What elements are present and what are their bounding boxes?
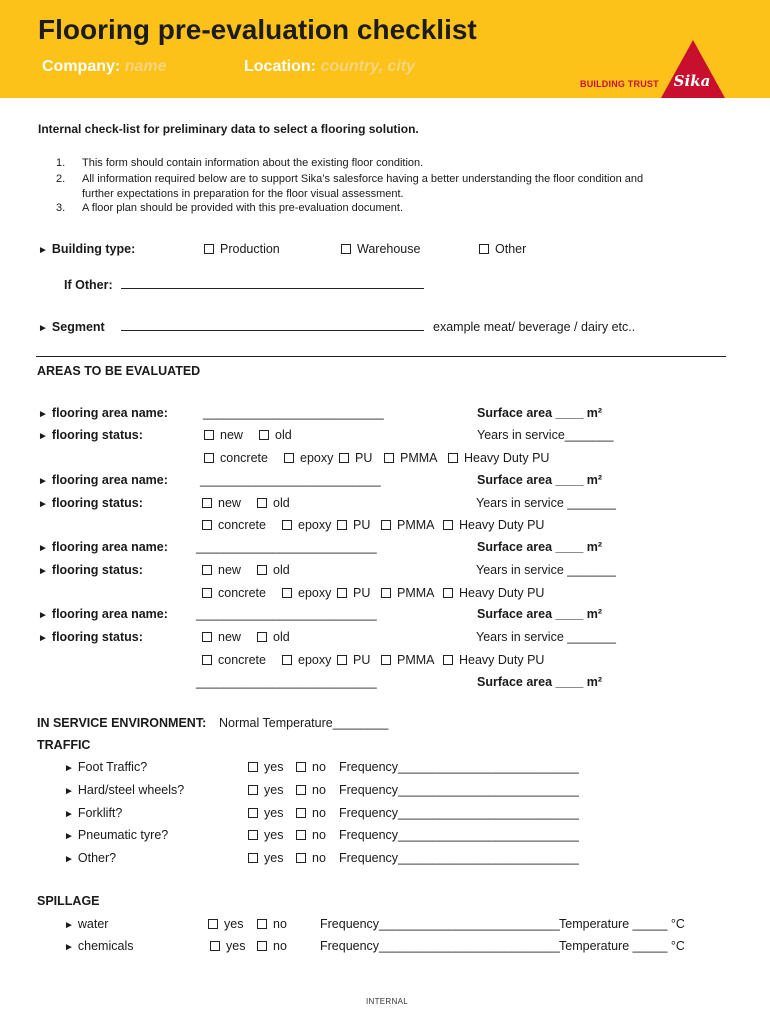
arrow-right-icon: ►	[64, 854, 74, 865]
checkbox-icon	[202, 632, 212, 642]
traffic-forklift-no[interactable]: no	[296, 806, 326, 820]
area-3-status-label: ► flooring status:	[38, 563, 143, 577]
logo-text: Sika	[673, 72, 711, 90]
arrow-right-icon: ►	[38, 610, 48, 621]
checkbox-icon	[282, 655, 292, 665]
area-1-surface[interactable]: Surface area ____ m²	[477, 406, 603, 420]
arrow-right-icon: ►	[64, 809, 74, 820]
area-2-years[interactable]: Years in service _______	[476, 496, 616, 510]
checkbox-icon	[384, 453, 394, 463]
area-1-status-label: ► flooring status:	[38, 428, 143, 442]
building-type-label: ► Building type:	[38, 242, 136, 256]
area-2-name-input[interactable]: __________________________	[200, 473, 381, 487]
checkbox-icon	[257, 632, 267, 642]
area-1-mat-pu[interactable]: PU	[339, 451, 372, 465]
checkbox-icon	[202, 498, 212, 508]
area-3-mat-epoxy[interactable]: epoxy	[282, 586, 331, 600]
checkbox-icon	[282, 520, 292, 530]
building-option-production[interactable]: Production	[204, 242, 280, 256]
area-5-name-input[interactable]: __________________________	[196, 675, 377, 689]
spillage-water-no[interactable]: no	[257, 917, 287, 931]
traffic-other-frequency[interactable]: Frequency__________________________	[339, 851, 579, 865]
area-2-mat-concrete[interactable]: concrete	[202, 518, 266, 532]
environment-label: IN SERVICE ENVIRONMENT:	[37, 716, 207, 730]
checkbox-icon	[443, 520, 453, 530]
checkbox-icon	[381, 588, 391, 598]
area-2-status-old[interactable]: old	[257, 496, 290, 510]
intro-item-3: 3. A floor plan should be provided with this pre-evaluation document.	[56, 202, 404, 214]
company-field[interactable]	[42, 58, 166, 76]
traffic-foot-no[interactable]: no	[296, 760, 326, 774]
intro-title: Internal check-list for preliminary data to select a flooring solution.	[38, 122, 419, 136]
traffic-item-forklift: ► Forklift?	[64, 806, 123, 820]
area-1-mat-concrete[interactable]: concrete	[204, 451, 268, 465]
traffic-other-yes[interactable]: yes	[248, 851, 283, 865]
traffic-pneumatic-no[interactable]: no	[296, 828, 326, 842]
spillage-title: SPILLAGE	[37, 894, 100, 908]
area-3-status-new[interactable]: new	[202, 563, 241, 577]
arrow-right-icon: ►	[64, 786, 74, 797]
checkbox-icon	[204, 453, 214, 463]
intro-item-1: 1. This form should contain information about the existing floor condition.	[56, 157, 424, 169]
area-5-surface[interactable]: Surface area ____ m²	[477, 675, 603, 689]
area-4-mat-epoxy[interactable]: epoxy	[282, 653, 331, 667]
checkbox-icon	[248, 785, 258, 795]
checkbox-icon	[259, 430, 269, 440]
area-4-mat-pmma[interactable]: PMMA	[381, 653, 435, 667]
arrow-right-icon: ►	[64, 831, 74, 842]
checkbox-icon	[257, 919, 267, 929]
intro-item-2: 2. All information required below are to support Sika’s salesforce having a better understanding the floor condition and	[56, 173, 644, 185]
checkbox-icon	[202, 588, 212, 598]
environment-value[interactable]: Normal Temperature________	[219, 716, 389, 730]
checkbox-icon	[337, 655, 347, 665]
spillage-chemicals-yes[interactable]: yes	[210, 939, 245, 953]
header-banner	[0, 0, 770, 98]
area-2-status-label: ► flooring status:	[38, 496, 143, 510]
location-field[interactable]	[244, 58, 415, 76]
traffic-hard-frequency[interactable]: Frequency__________________________	[339, 783, 579, 797]
area-1-name-label: ► flooring area name:	[38, 406, 168, 420]
checkbox-icon	[210, 941, 220, 951]
area-2-surface[interactable]: Surface area ____ m²	[477, 473, 603, 487]
arrow-right-icon: ►	[38, 476, 48, 487]
checkbox-icon	[296, 808, 306, 818]
checkbox-icon	[381, 655, 391, 665]
brand-tagline: BUILDING TRUST	[580, 79, 659, 89]
traffic-other-no[interactable]: no	[296, 851, 326, 865]
area-1-status-old[interactable]: old	[259, 428, 292, 442]
traffic-item-hard-wheels: ► Hard/steel wheels?	[64, 783, 185, 797]
traffic-item-foot: ► Foot Traffic?	[64, 760, 148, 774]
checkbox-icon	[204, 430, 214, 440]
segment-input[interactable]	[121, 330, 424, 331]
checkbox-icon	[202, 655, 212, 665]
checkbox-icon	[443, 655, 453, 665]
traffic-title: TRAFFIC	[37, 738, 91, 752]
location-placeholder: country, city	[320, 58, 415, 75]
traffic-hard-no[interactable]: no	[296, 783, 326, 797]
traffic-item-other: ► Other?	[64, 851, 117, 865]
section-divider	[36, 356, 726, 357]
checkbox-icon	[448, 453, 458, 463]
arrow-right-icon: ►	[38, 499, 48, 510]
checkbox-icon	[282, 588, 292, 598]
spillage-chemicals-frequency[interactable]: Frequency__________________________	[320, 939, 560, 953]
area-1-name-input[interactable]: __________________________	[203, 406, 384, 420]
checkbox-icon	[257, 498, 267, 508]
area-3-mat-concrete[interactable]: concrete	[202, 586, 266, 600]
spillage-water-yes[interactable]: yes	[208, 917, 243, 931]
arrow-right-icon: ►	[38, 431, 48, 442]
checkbox-icon	[296, 830, 306, 840]
checkbox-icon	[341, 244, 351, 254]
arrow-right-icon: ►	[38, 566, 48, 577]
area-3-status-old[interactable]: old	[257, 563, 290, 577]
checkbox-icon	[248, 762, 258, 772]
arrow-right-icon: ►	[64, 763, 74, 774]
area-1-mat-heavy-duty-pu[interactable]: Heavy Duty PU	[448, 451, 549, 465]
area-3-name-label: ► flooring area name:	[38, 540, 168, 554]
area-2-mat-pu[interactable]: PU	[337, 518, 370, 532]
checkbox-icon	[284, 453, 294, 463]
building-option-warehouse[interactable]: Warehouse	[341, 242, 420, 256]
segment-example: example meat/ beverage / dairy etc..	[433, 320, 636, 334]
area-4-status-old[interactable]: old	[257, 630, 290, 644]
arrow-right-icon: ►	[64, 920, 74, 931]
area-4-name-label: ► flooring area name:	[38, 607, 168, 621]
area-3-years[interactable]: Years in service _______	[476, 563, 616, 577]
traffic-hard-yes[interactable]: yes	[248, 783, 283, 797]
if-other-input[interactable]	[121, 288, 424, 289]
area-1-status-new[interactable]: new	[204, 428, 243, 442]
intro-item-2-cont: further expectations in preparation for the floor visual assessment.	[82, 188, 404, 200]
areas-section-title: AREAS TO BE EVALUATED	[37, 364, 201, 378]
traffic-foot-yes[interactable]: yes	[248, 760, 283, 774]
checkbox-icon	[479, 244, 489, 254]
checkbox-icon	[208, 919, 218, 929]
company-placeholder: name	[124, 58, 167, 75]
traffic-forklift-yes[interactable]: yes	[248, 806, 283, 820]
checkbox-icon	[257, 565, 267, 575]
traffic-pneumatic-frequency[interactable]: Frequency__________________________	[339, 828, 579, 842]
arrow-right-icon: ►	[38, 543, 48, 554]
arrow-right-icon: ►	[38, 323, 48, 334]
area-2-name-label: ► flooring area name:	[38, 473, 168, 487]
area-2-mat-epoxy[interactable]: epoxy	[282, 518, 331, 532]
checkbox-icon	[248, 808, 258, 818]
sika-logo-icon	[659, 38, 727, 98]
spillage-water-frequency[interactable]: Frequency__________________________	[320, 917, 560, 931]
checkbox-icon	[296, 762, 306, 772]
if-other-label: If Other:	[64, 278, 113, 292]
area-3-surface[interactable]: Surface area ____ m²	[477, 540, 603, 554]
arrow-right-icon: ►	[38, 633, 48, 644]
checkbox-icon	[337, 588, 347, 598]
traffic-pneumatic-yes[interactable]: yes	[248, 828, 283, 842]
arrow-right-icon: ►	[38, 245, 48, 256]
traffic-forklift-frequency[interactable]: Frequency__________________________	[339, 806, 579, 820]
area-4-surface[interactable]: Surface area ____ m²	[477, 607, 603, 621]
checkbox-icon	[381, 520, 391, 530]
spillage-item-chemicals: ► chemicals	[64, 939, 134, 953]
checkbox-icon	[257, 941, 267, 951]
area-2-status-new[interactable]: new	[202, 496, 241, 510]
checkbox-icon	[202, 520, 212, 530]
location-label: Location:	[244, 58, 316, 75]
arrow-right-icon: ►	[64, 942, 74, 953]
spillage-chemicals-no[interactable]: no	[257, 939, 287, 953]
checkbox-icon	[339, 453, 349, 463]
spillage-chemicals-temperature[interactable]: Temperature _____ °C	[559, 939, 685, 953]
area-4-name-input[interactable]: __________________________	[196, 607, 377, 621]
area-2-mat-heavy-duty-pu[interactable]: Heavy Duty PU	[443, 518, 544, 532]
area-3-name-input[interactable]: __________________________	[196, 540, 377, 554]
checkbox-icon	[248, 830, 258, 840]
area-4-mat-concrete[interactable]: concrete	[202, 653, 266, 667]
checkbox-icon	[296, 785, 306, 795]
area-2-mat-pmma[interactable]: PMMA	[381, 518, 435, 532]
area-4-status-label: ► flooring status:	[38, 630, 143, 644]
footer-label: INTERNAL	[366, 997, 408, 1006]
spillage-water-temperature[interactable]: Temperature _____ °C	[559, 917, 685, 931]
arrow-right-icon: ►	[38, 409, 48, 420]
checkbox-icon	[337, 520, 347, 530]
area-1-mat-pmma[interactable]: PMMA	[384, 451, 438, 465]
checkbox-icon	[204, 244, 214, 254]
area-4-years[interactable]: Years in service _______	[476, 630, 616, 644]
traffic-foot-frequency[interactable]: Frequency__________________________	[339, 760, 579, 774]
checkbox-icon	[202, 565, 212, 575]
traffic-item-pneumatic: ► Pneumatic tyre?	[64, 828, 169, 842]
area-1-mat-epoxy[interactable]: epoxy	[284, 451, 333, 465]
building-option-other[interactable]: Other	[479, 242, 526, 256]
checkbox-icon	[296, 853, 306, 863]
area-1-years[interactable]: Years in service_______	[477, 428, 614, 442]
segment-label: ► Segment	[38, 320, 105, 334]
area-4-status-new[interactable]: new	[202, 630, 241, 644]
area-4-mat-pu[interactable]: PU	[337, 653, 370, 667]
area-3-mat-pu[interactable]: PU	[337, 586, 370, 600]
area-3-mat-pmma[interactable]: PMMA	[381, 586, 435, 600]
page-title: Flooring pre-evaluation checklist	[38, 14, 477, 45]
checkbox-icon	[443, 588, 453, 598]
company-label: Company:	[42, 58, 121, 75]
spillage-item-water: ► water	[64, 917, 109, 931]
area-4-mat-heavy-duty-pu[interactable]: Heavy Duty PU	[443, 653, 544, 667]
checkbox-icon	[248, 853, 258, 863]
area-3-mat-heavy-duty-pu[interactable]: Heavy Duty PU	[443, 586, 544, 600]
